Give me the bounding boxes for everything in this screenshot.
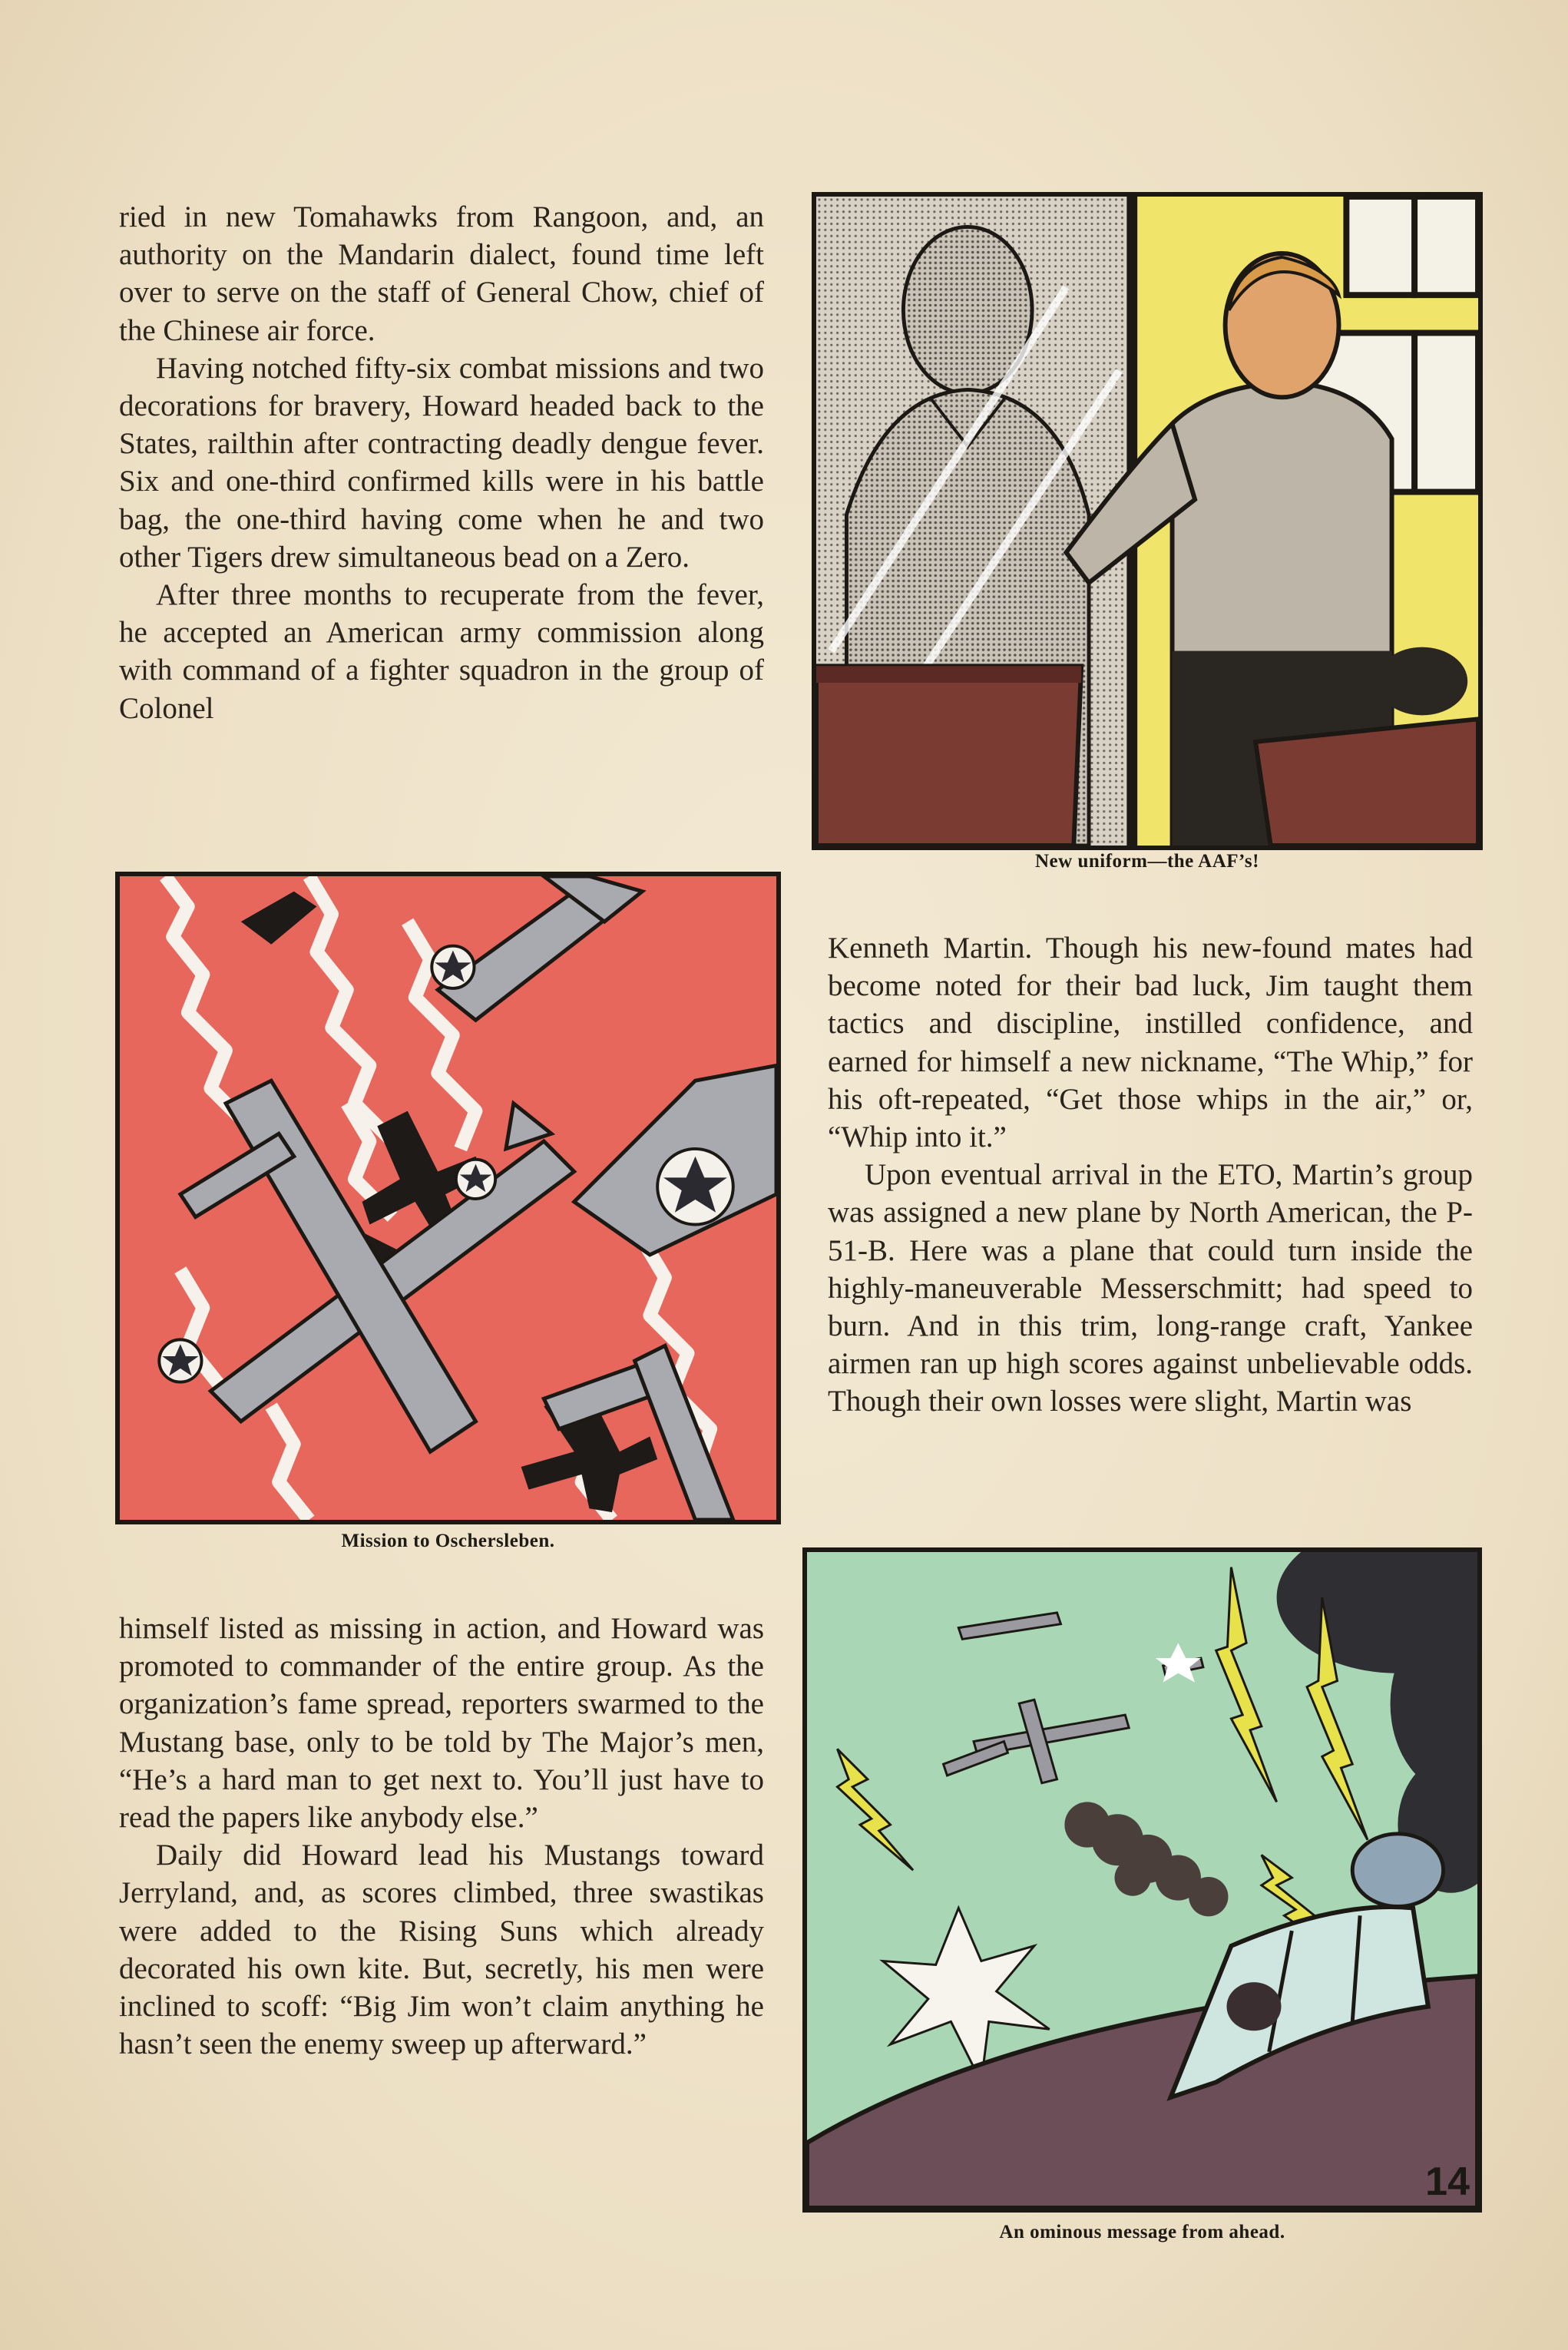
paragraph: Upon eventual arrival in the ETO, Martin’s group was assigned a new plane by North American, the P-51-B. Here was a plane that could turn inside the highly-maneuverable Messerschmitt; had speed to burn. And in this trim, long-range craft, Yankee airmen ran up high scores against unbelievable odds. Though their own losses were slight, Martin was — [828, 1158, 1473, 1418]
panel-message — [802, 1547, 1482, 2213]
caption-message: An ominous message from ahead. — [999, 2222, 1285, 2242]
paragraph: ried in new Tomahawks from Rangoon, and, an authority on the Mandarin dialect, found time left over to serve on the staff of General Chow, chief of the Chinese air force. — [119, 200, 764, 347]
paragraph: After three months to recuperate from the fever, he accepted an American army commission along with command of a fighter squadron in the group of Colonel — [119, 578, 764, 725]
text-column-top-left — [119, 198, 764, 727]
paragraph: Daily did Howard lead his Mustangs toward Jerryland, and, as scores climbed, three swastikas were added to the Rising Suns which already decorated his own kite. But, secretly, his men were inclined to scoff: “Big Jim won’t claim anything he hasn’t seen the enemy sweep up afterward.” — [119, 1839, 764, 2061]
uniform-illustration — [816, 197, 1478, 846]
paragraph: himself listed as missing in action, and Howard was promoted to commander of the entire group. As the organization’s fame spread, reporters swarmed to the Mustang base, only to be told by The Major’s men, “He’s a hard man to get next to. You’ll just have to read the papers like anybody else.” — [119, 1612, 764, 1835]
text-column-bottom-left — [119, 1610, 764, 2063]
panel-mission — [115, 872, 781, 1524]
caption-mission: Mission to Oschersleben. — [341, 1531, 555, 1551]
panel-uniform — [812, 192, 1483, 850]
paragraph: Having notched fifty-six combat missions and two decorations for bravery, Howard headed back to the States, railthin after contracting deadly dengue fever. Six and one-third confirmed kills were in his battle bag, the one-third having come when he and two other Tigers drew simultaneous bead on a Zero. — [119, 351, 764, 574]
page-number: 14 — [1425, 2160, 1470, 2204]
mission-illustration — [120, 876, 776, 1520]
caption-uniform: New uniform—the AAF’s! — [1035, 851, 1259, 872]
message-illustration — [807, 1552, 1477, 2208]
paragraph: Kenneth Martin. Though his new-found mates had become noted for their bad luck, Jim taught them tactics and discipline, instilled confidence, and earned for himself a new nickname, “The Whip,” for his oft-repeated, “Get those whips in the air,” or, “Whip into it.” — [828, 932, 1473, 1154]
text-column-middle-right — [828, 929, 1473, 1421]
